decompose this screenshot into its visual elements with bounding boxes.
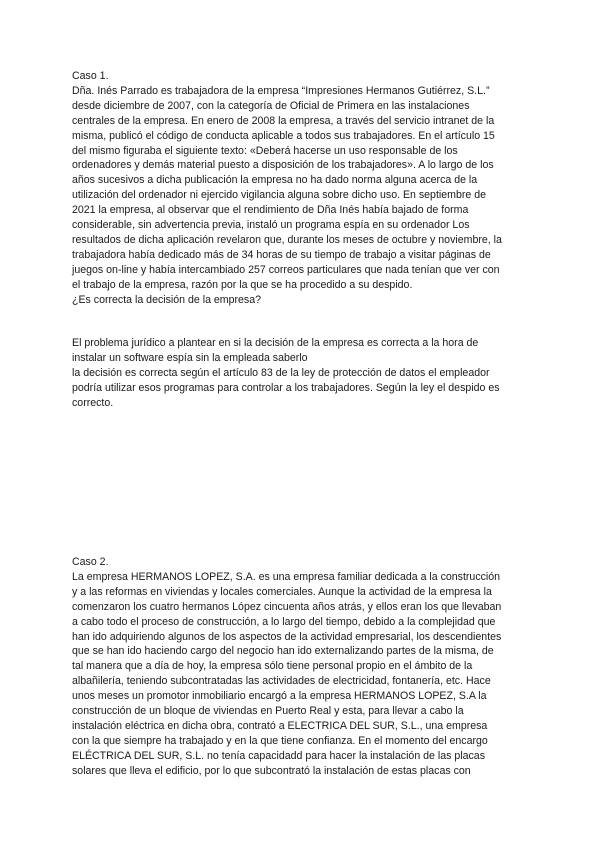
caso-1-title: Caso 1.	[72, 70, 109, 82]
text-line: del mismo figuraba el siguiente texto: «Deberá hacerse un uso responsable de los	[72, 144, 458, 157]
caso-1-question: ¿Es correcta la decisión de la empresa?	[72, 293, 262, 306]
text-line: correcto.	[72, 396, 114, 409]
text-line: a cabo todo el proceso de construcción, a lo largo del tiempo, debido a la complejidad que	[72, 615, 496, 628]
text-line: misma, publicó el código de conducta aplicable a todos sus trabajadores. En el artículo 15	[72, 129, 495, 142]
text-line: instalar un software espía sin la empleada saberlo	[72, 351, 308, 364]
text-line: La empresa HERMANOS LOPEZ, S.A. es una empresa familiar dedicada a la construcción	[72, 570, 501, 583]
text-line: tal manera que a día de hoy, la empresa sólo tiene personal propio en el ámbito de la	[72, 660, 473, 673]
text-line: Dña. Inés Parrado es trabajadora de la empresa “Impresiones Hermanos Gutiérrez, S.L.”	[72, 84, 490, 97]
text-line: la decisión es correcta según el artículo 83 de la ley de protección de datos el empleador	[72, 366, 490, 379]
text-line: que se han ido haciendo cargo del negocio han ido externalizando partes de la misma, de	[72, 645, 494, 658]
text-line: juegos on-line y había intercambiado 257 correos particulares que nada tenían que ver con	[72, 263, 500, 276]
text-line: y a las reformas en viviendas y locales comerciales. Aunque la actividad de la empresa la	[72, 585, 492, 598]
text-line: albañilería, teniendo subcontratadas las actividades de electricidad, fontanería, etc. Hace	[72, 675, 491, 688]
text-line: el trabajo de la empresa, razón por la que se ha procedido a su despido.	[72, 278, 413, 291]
text-line: con la que siempre ha trabajado y en la que tiene confianza. En el momento del encargo	[72, 734, 488, 747]
text-line: han ido adquiriendo algunos de los aspectos de la actividad empresarial, los descendientes	[72, 630, 502, 643]
text-line: construcción de un bloque de viviendas en Puerto Real y esta, para llevar a cabo la	[72, 705, 464, 718]
text-line: solares que lleva el edificio, por lo que subcontrató la instalación de estas placas con	[72, 764, 471, 777]
text-line: ordenadores y demás material puesto a disposición de los trabajadores». A lo largo de los	[72, 159, 494, 172]
text-line: instalación eléctrica en dicha obra, contrató a ELECTRICA DEL SUR, S.L., una empresa	[72, 719, 488, 732]
caso-1-paragraph	[72, 84, 532, 293]
text-line: resultados de dicha aplicación revelaron que, durante los meses de octubre y noviembre, la	[72, 233, 502, 246]
text-line: centrales de la empresa. En enero de 2008 la empresa, a través del servicio intranet de la	[72, 114, 495, 127]
text-line: trabajadora había dedicado más de 34 horas de su tiempo de trabajo a visitar páginas de	[72, 248, 491, 261]
caso-2-title: Caso 2.	[72, 556, 109, 568]
caso-1-answer	[72, 336, 532, 411]
text-line: considerable, sin advertencia previa, instaló un programa espía en su ordenador Los	[72, 219, 470, 232]
text-line: utilización del ordenador ni ejercido vigilancia alguna sobre dicho uso. En septiembre de	[72, 189, 486, 202]
text-line: unos meses un promotor inmobiliario encargó a la empresa HERMANOS LOPEZ, S.A la	[72, 690, 487, 703]
text-line: 2021 la empresa, al observar que el rendimiento de Dña Inés había bajado de forma	[72, 204, 469, 217]
text-line: años sucesivos a dicha publicación la empresa no ha dado norma alguna acerca de la	[72, 174, 478, 187]
text-line: podría utilizar esos programas para controlar a los trabajadores. Según la ley el despido es	[72, 381, 500, 394]
text-line: desde diciembre de 2007, con la categoría de Oficial de Primera en las instalaciones	[72, 99, 470, 112]
caso-2-section	[72, 555, 532, 779]
text-line: comenzaron los cuatro hermanos López cincuenta años atrás, y ellos eran los que llevaban	[72, 600, 502, 613]
caso-1-section	[72, 69, 532, 308]
caso-2-paragraph	[72, 570, 532, 779]
text-line: El problema jurídico a plantear en si la decisión de la empresa es correcta a la hora de	[72, 337, 479, 349]
text-line: ELÉCTRICA DEL SUR, S.L. no tenía capacidadd para hacer la instalación de las placas	[72, 749, 485, 762]
